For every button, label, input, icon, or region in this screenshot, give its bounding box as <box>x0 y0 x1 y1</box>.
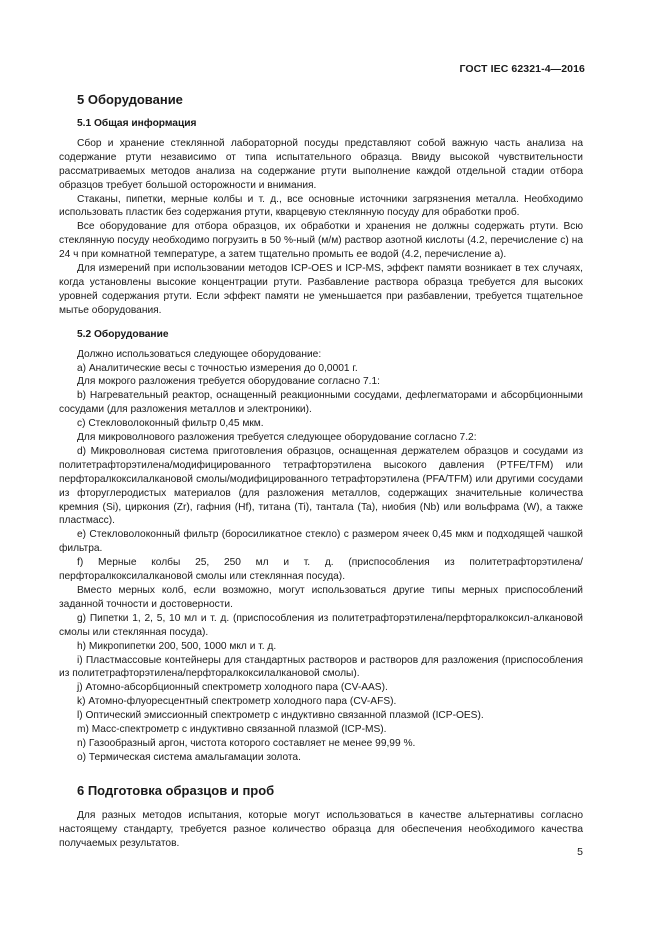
list-item: k) Атомно-флуоресцентный спектрометр холодного пара (CV-AFS). <box>77 696 397 708</box>
list-item: o) Термическая система амальгамации золота. <box>77 751 301 763</box>
list-item: Вместо мерных колб, если возможно, могут использоваться другие типы мерных приспособлений заданной точности и достоверности. <box>59 585 583 610</box>
page-number: 5 <box>577 846 583 858</box>
list-item: m) Масс-спектрометр с индуктивно связанной плазмой (ICP-MS). <box>77 724 387 736</box>
section-5-title: 5 Оборудование <box>77 92 183 107</box>
list-item: i) Пластмассовые контейнеры для стандартных растворов и растворов для разложения (приспособления из политетрафторэтилена/перфторалкоксилалкановой смолы). <box>59 654 583 680</box>
list-item: Для микроволнового разложения требуется следующее оборудование согласно 7.2: <box>77 432 477 444</box>
list-item: d) Микроволновая система приготовления образцов, оснащенная держателем образцов и сосудами из политетрафторэтилена/модифицированного тетрафторэтилена высокого давления (PTFE/TFM) или перфторалкоксилалкановой смолы/модифицированного тетрафторэтилена (PFA/TFM) или другими сосудами из фторуглеродистых материалов (для разложения металлов, содержащих значительные количества кремния (Si), циркония (Zr), гафния (Hf), титана (Ti), тантала (Ta), ниобия (Nb) или вольфрама (W), а также пластмасс). <box>59 445 583 527</box>
list-item: Для мокрого разложения требуется оборудование согласно 7.1: <box>77 376 381 388</box>
standard-header: ГОСТ IEC 62321-4—2016 <box>459 63 585 75</box>
list-item: j) Атомно-абсорбционный спектрометр холодного пара (CV-AAS). <box>77 682 388 694</box>
list-item: n) Газообразный аргон, чистота которого составляет не менее 99,99 %. <box>77 737 416 749</box>
paragraph: Для разных методов испытания, которые могут использоваться в качестве альтернативы согласно настоящему стандарту, требуется разное количество образца для обеспечения необходимого качества получаемых результатов. <box>59 809 583 849</box>
list-item: e) Стекловолоконный фильтр (боросиликатное стекло) с размером ячеек 0,45 мкм и подходящей чашкой фильтра. <box>59 529 583 555</box>
list-item: b) Нагревательный реактор, оснащенный реакционными сосудами, дефлегматорами и абсорбционными сосудами (для разложения металлов и электроники). <box>59 390 583 416</box>
paragraph: Сбор и хранение стеклянной лабораторной посуды представляют собой важную часть анализа на содержание ртути независимо от типа испытательного образца. Ввиду высокой чувствительности рассматриваемых методов анализа на содержание ртути выполнение каждой отдельной стадии отбора образцов требует большой осторожности и внимания. <box>59 137 583 191</box>
list-item: l) Оптический эмиссионный спектрометр с индуктивно связанной плазмой (ICP-OES). <box>77 710 484 722</box>
paragraph: Все оборудование для отбора образцов, их обработки и хранения не должны содержать ртути. Всю стеклянную посуду необходимо погрузить в 50 %-ный (м/м) раствор азотной кислоты (4.2, перечисление c) на 24 ч при комнатной температуре, а затем тщательно промыть ее водой (4.2, перечисление a). <box>59 221 583 261</box>
subsection-5-2-title: 5.2 Оборудование <box>77 328 169 340</box>
list-item: c) Стекловолоконный фильтр 0,45 мкм. <box>77 418 264 430</box>
list-item: g) Пипетки 1, 2, 5, 10 мл и т. д. (приспособления из политетрафторэтилена/перфторалкоксил-алкановой смолы или стеклянная посуда). <box>59 612 583 638</box>
paragraph: Стаканы, пипетки, мерные колбы и т. д., все основные источники загрязнения металла. Необходимо использовать пластик без содержания ртути, кварцевую стеклянную посуду для обработки проб. <box>59 193 583 219</box>
paragraph: Для измерений при использовании методов ICP-OES и ICP-MS, эффект памяти возникает в тех случаях, когда установлены высокие концентрации ртути. Разбавление раствора образца требуется для высоких уровней содержания ртути. Если эффект памяти не уменьшается при разбавлении, требуется тщательное мытье оборудования. <box>59 263 583 316</box>
subsection-5-1-title: 5.1 Общая информация <box>77 118 197 129</box>
list-item: h) Микропипетки 200, 500, 1000 мкл и т. д. <box>77 640 277 652</box>
list-item: Должно использоваться следующее оборудование: <box>77 348 322 360</box>
list-item: f) Мерные колбы 25, 250 мл и т. д. (приспособления из политетрафторэтилена/перфторалкоксилалкановой смолы или стеклянная посуда). <box>59 557 583 583</box>
section-6-title: 6 Подготовка образцов и проб <box>77 782 275 798</box>
list-item: a) Аналитические весы с точностью измерения до 0,0001 г. <box>77 362 358 374</box>
document-body <box>59 90 583 851</box>
